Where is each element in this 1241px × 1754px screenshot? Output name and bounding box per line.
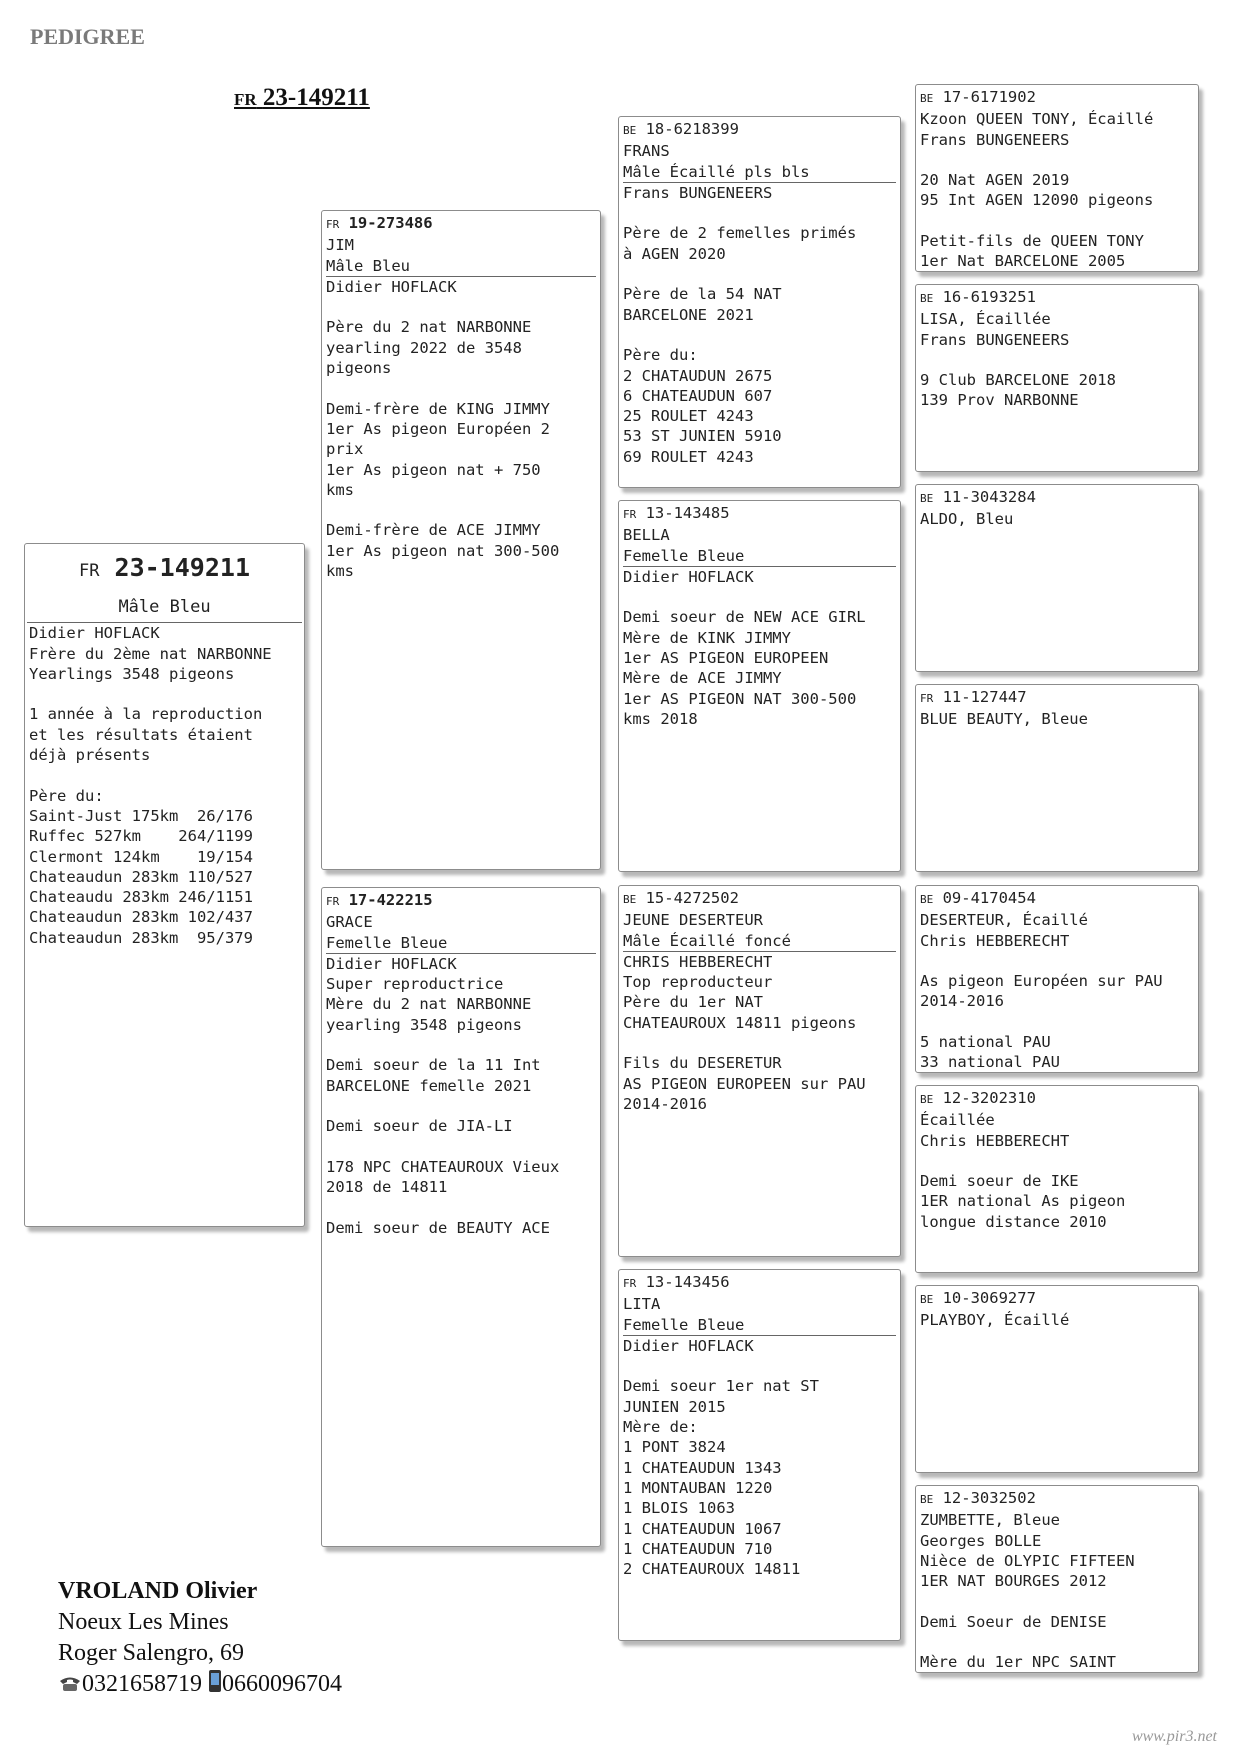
ggp-card-1 — [915, 84, 1199, 272]
note-line — [920, 1012, 1194, 1032]
pigeon-name: LITA — [623, 1295, 661, 1314]
note-line: Didier HOFLACK — [326, 277, 457, 296]
country-code: FR — [326, 218, 340, 231]
pigeon-name: JIM — [326, 236, 354, 255]
note-line: 1ER national As pigeon — [920, 1192, 1126, 1211]
owner-phones — [58, 1669, 342, 1702]
ring-value: 18-6218399 — [645, 120, 739, 138]
pigeon-color: Femelle Bleue — [326, 933, 596, 954]
ring-value: 13-143456 — [645, 1273, 730, 1291]
note-line: 1er As pigeon nat + 750 — [326, 460, 541, 479]
note-line: 5 national PAU — [920, 1033, 1051, 1052]
note-line: 1 CHATEAUDUN 1343 — [623, 1458, 782, 1477]
owner-street: Roger Salengro, 69 — [58, 1640, 244, 1666]
pigeon-color: Mâle Écaillé pls bls — [623, 162, 896, 183]
country-code: BE — [920, 492, 934, 505]
ggp-card-7 — [915, 1285, 1199, 1473]
subject-card-ring — [29, 552, 300, 587]
pigeon-notes — [920, 1510, 1194, 1672]
subject-card-ring-number: 23-149211 — [114, 553, 250, 582]
ring-number — [623, 888, 896, 910]
note-line: Frans BUNGENEERS — [920, 330, 1070, 349]
note-line: Nièce de OLYPIC FIFTEEN — [920, 1551, 1135, 1570]
note-line: 1 PONT 3824 — [623, 1438, 726, 1457]
note-line: Père du 1er NAT — [623, 993, 763, 1012]
note-line: 2018 de 14811 — [326, 1178, 448, 1197]
note-line: 178 NPC CHATEAUROUX Vieux — [326, 1157, 560, 1176]
note-line: Écaillée — [920, 1111, 995, 1130]
note-line: 1 année à la reproduction — [29, 705, 263, 724]
ggp-card-2 — [915, 284, 1199, 472]
ring-number — [920, 1488, 1194, 1510]
note-line — [920, 1632, 1194, 1652]
pigeon-notes — [623, 952, 896, 1114]
note-line: Didier HOFLACK — [623, 567, 754, 586]
note-line: déjà présents — [29, 746, 151, 765]
country-code: BE — [623, 893, 637, 906]
note-line: 1er Nat BARCELONE 2005 — [920, 252, 1126, 271]
subject-ring-title — [234, 84, 370, 112]
note-line — [326, 378, 596, 398]
mobile-phone-icon — [208, 1669, 222, 1702]
ring-number — [920, 1088, 1194, 1110]
ring-number — [920, 487, 1194, 509]
note-line: Demi-frère de KING JIMMY — [326, 399, 550, 418]
note-line: Ruffec 527km 264/1199 — [29, 827, 253, 846]
note-line: As pigeon Européen sur PAU — [920, 972, 1163, 991]
ring-number — [326, 890, 596, 912]
note-line: Demi soeur de NEW ACE GIRL — [623, 608, 866, 627]
note-line — [920, 150, 1194, 170]
note-line: Chateaudun 283km 110/527 — [29, 867, 253, 886]
ring-number — [920, 287, 1194, 309]
ring-number — [623, 503, 896, 525]
note-line: Mère du 2 nat NARBONNE — [326, 995, 532, 1014]
mobile-number: 0660096704 — [222, 1671, 342, 1698]
ring-number — [920, 687, 1194, 709]
note-line: Chateaudu 283km 246/1151 — [29, 888, 253, 907]
note-line: kms — [326, 562, 354, 581]
note-line — [920, 1151, 1194, 1171]
note-line: longue distance 2010 — [920, 1212, 1107, 1231]
note-line — [326, 1096, 596, 1116]
note-line — [29, 684, 300, 704]
note-line: Super reproductrice — [326, 975, 504, 994]
ring-value: 10-3069277 — [942, 1289, 1036, 1307]
note-line — [29, 765, 300, 785]
note-line — [623, 264, 896, 284]
pigeon-name: JEUNE DESERTEUR — [623, 911, 763, 930]
footer-site: www.pir3.net — [1131, 1728, 1217, 1745]
note-line: 53 ST JUNIEN 5910 — [623, 427, 782, 446]
note-line: Clermont 124km 19/154 — [29, 847, 253, 866]
pigeon-color: Femelle Bleue — [623, 546, 896, 567]
note-line: Chateaudun 283km 102/437 — [29, 908, 253, 927]
note-line — [920, 1591, 1194, 1611]
ring-value: 17-422215 — [348, 891, 433, 909]
country-code: BE — [920, 1293, 934, 1306]
note-line: Kzoon QUEEN TONY, Écaillé — [920, 110, 1154, 129]
ggp-card-6 — [915, 1085, 1199, 1273]
pigeon-name: FRANS — [623, 142, 670, 161]
ggp-card-3 — [915, 484, 1199, 672]
pigeon-notes — [920, 509, 1194, 529]
note-line: BARCELONE 2021 — [623, 305, 754, 324]
note-line: Père de 2 femelles primés — [623, 224, 857, 243]
note-line: Chateaudun 283km 95/379 — [29, 928, 253, 947]
note-line: 2014-2016 — [623, 1094, 707, 1113]
pigeon-name: BELLA — [623, 526, 670, 545]
subject-card — [24, 543, 305, 1227]
note-line: 25 ROULET 4243 — [623, 407, 754, 426]
note-line — [326, 1197, 596, 1217]
note-line: DESERTEUR, Écaillé — [920, 911, 1088, 930]
note-line: JUNIEN 2015 — [623, 1397, 726, 1416]
note-line: Frans BUNGENEERS — [920, 130, 1070, 149]
note-line — [623, 587, 896, 607]
note-line — [623, 203, 896, 223]
note-line: à AGEN 2020 — [623, 244, 726, 263]
note-line: CHRIS HEBBERECHT — [623, 952, 773, 971]
note-line: PLAYBOY, Écaillé — [920, 1311, 1070, 1330]
ring-number — [326, 213, 596, 235]
note-line: ZUMBETTE, Bleue — [920, 1511, 1060, 1530]
note-line: kms 2018 — [623, 709, 698, 728]
note-line: Chris HEBBERECHT — [920, 1131, 1070, 1150]
subject-card-country: FR — [78, 561, 100, 581]
ring-value: 11-127447 — [942, 688, 1027, 706]
ring-value: 19-273486 — [348, 214, 433, 232]
note-line: LISA, Écaillée — [920, 310, 1051, 329]
note-line — [326, 500, 596, 520]
note-line: CHATEAUROUX 14811 pigeons — [623, 1013, 857, 1032]
ring-number — [623, 119, 896, 141]
country-code: BE — [920, 1493, 934, 1506]
phone-number: 0321658719 — [82, 1671, 202, 1698]
ggp-card-4 — [915, 684, 1199, 872]
telephone-icon — [58, 1670, 82, 1701]
ring-number — [920, 1288, 1194, 1310]
note-line: 2 CHATAUDUN 2675 — [623, 366, 773, 385]
note-line — [623, 1356, 896, 1376]
pigeon-notes — [623, 567, 896, 729]
note-line: 1 CHATEAUDUN 1067 — [623, 1519, 782, 1538]
country-code: BE — [920, 292, 934, 305]
ring-number — [920, 87, 1194, 109]
pigeon-notes — [920, 709, 1194, 729]
note-line: BLUE BEAUTY, Bleue — [920, 710, 1088, 729]
dam-sire-card — [618, 885, 901, 1257]
pigeon-notes — [920, 1110, 1194, 1232]
note-line: yearling 2022 de 3548 — [326, 338, 522, 357]
note-line: Père du: — [623, 346, 698, 365]
note-line: Yearlings 3548 pigeons — [29, 664, 235, 683]
note-line: 1ER NAT BOURGES 2012 — [920, 1572, 1107, 1591]
pigeon-notes — [920, 109, 1194, 271]
note-line: Demi-frère de ACE JIMMY — [326, 521, 541, 540]
note-line: Demi soeur de BEAUTY ACE — [326, 1218, 550, 1237]
note-line: Chris HEBBERECHT — [920, 931, 1070, 950]
note-line: Demi soeur 1er nat ST — [623, 1377, 819, 1396]
pigeon-notes — [920, 309, 1194, 410]
pigeon-notes — [920, 910, 1194, 1072]
country-code: BE — [920, 1093, 934, 1106]
note-line: 33 national PAU — [920, 1053, 1060, 1072]
note-line: Père de la 54 NAT — [623, 285, 782, 304]
pigeon-notes — [623, 183, 896, 467]
country-code: FR — [920, 692, 934, 705]
dam-card — [321, 887, 601, 1547]
note-line: et les résultats étaient — [29, 725, 253, 744]
note-line: yearling 3548 pigeons — [326, 1015, 522, 1034]
ring-value: 12-3032502 — [942, 1489, 1036, 1507]
ring-value: 13-143485 — [645, 504, 730, 522]
country-code: BE — [920, 893, 934, 906]
pigeon-notes — [920, 1310, 1194, 1330]
pigeon-name: GRACE — [326, 913, 373, 932]
subject-country: FR — [234, 90, 257, 109]
ring-number — [623, 1272, 896, 1294]
note-line: Georges BOLLE — [920, 1531, 1042, 1550]
note-line: Didier HOFLACK — [326, 954, 457, 973]
note-line — [326, 1035, 596, 1055]
note-line — [920, 211, 1194, 231]
subject-ring: 23-149211 — [262, 84, 370, 111]
note-line: Saint-Just 175km 26/176 — [29, 806, 253, 825]
pigeon-notes — [326, 954, 596, 1238]
note-line — [623, 1033, 896, 1053]
note-line: 1er As pigeon nat 300-500 — [326, 541, 560, 560]
note-line: 1 MONTAUBAN 1220 — [623, 1478, 773, 1497]
note-line: Didier HOFLACK — [623, 1336, 754, 1355]
note-line: Demi soeur de la 11 Int — [326, 1056, 541, 1075]
country-code: BE — [623, 124, 637, 137]
pigeon-color: Femelle Bleue — [623, 1315, 896, 1336]
note-line: prix — [326, 440, 364, 459]
note-line: Demi soeur de IKE — [920, 1172, 1079, 1191]
ring-value: 15-4272502 — [645, 889, 739, 907]
owner-name: VROLAND Olivier — [58, 1578, 258, 1604]
country-code: FR — [326, 895, 340, 908]
note-line: ALDO, Bleu — [920, 510, 1014, 529]
note-line: Père du: — [29, 786, 104, 805]
pigeon-color: Mâle Bleu — [326, 256, 596, 277]
note-line — [920, 951, 1194, 971]
ring-number — [920, 888, 1194, 910]
note-line: Mère de ACE JIMMY — [623, 669, 782, 688]
note-line: Mère de KINK JIMMY — [623, 628, 791, 647]
sire-sire-card — [618, 116, 901, 488]
note-line: Didier HOFLACK — [29, 624, 160, 643]
note-line — [326, 297, 596, 317]
country-code: FR — [623, 508, 637, 521]
note-line: Top reproducteur — [623, 973, 773, 992]
note-line: 20 Nat AGEN 2019 — [920, 171, 1070, 190]
note-line: Mère du 1er NPC SAINT — [920, 1653, 1116, 1672]
note-line: 9 Club BARCELONE 2018 — [920, 371, 1116, 390]
ring-value: 12-3202310 — [942, 1089, 1036, 1107]
ring-value: 17-6171902 — [942, 88, 1036, 106]
country-code: FR — [623, 1277, 637, 1290]
ring-value: 16-6193251 — [942, 288, 1036, 306]
page-header: PEDIGREE — [30, 24, 145, 49]
note-line — [326, 1137, 596, 1157]
pigeon-notes — [326, 277, 596, 581]
note-line: Père du 2 nat NARBONNE — [326, 318, 532, 337]
note-line: 1 CHATEAUDUN 710 — [623, 1539, 773, 1558]
subject-card-notes — [29, 623, 300, 948]
sire-dam-card — [618, 500, 901, 872]
pigeon-color: Mâle Écaillé foncé — [623, 931, 896, 952]
note-line: pigeons — [326, 359, 392, 378]
note-line: AS PIGEON EUROPEEN sur PAU — [623, 1074, 866, 1093]
note-line: 1er AS PIGEON NAT 300-500 — [623, 689, 857, 708]
note-line — [920, 350, 1194, 370]
note-line: 6 CHATEAUDUN 607 — [623, 386, 773, 405]
note-line: 95 Int AGEN 12090 pigeons — [920, 191, 1154, 210]
ggp-card-8 — [915, 1485, 1199, 1673]
note-line: 1er As pigeon Européen 2 — [326, 419, 550, 438]
note-line: Petit-fils de QUEEN TONY — [920, 232, 1144, 251]
note-line: Demi soeur de JIA-LI — [326, 1117, 513, 1136]
note-line: 2014-2016 — [920, 992, 1004, 1011]
owner-info — [58, 1576, 342, 1702]
sire-card — [321, 210, 601, 870]
country-code: BE — [920, 92, 934, 105]
note-line: 69 ROULET 4243 — [623, 447, 754, 466]
note-line: 139 Prov NARBONNE — [920, 391, 1079, 410]
ring-value: 11-3043284 — [942, 488, 1036, 506]
note-line: kms — [326, 480, 354, 499]
owner-city: Noeux Les Mines — [58, 1609, 229, 1635]
dam-dam-card — [618, 1269, 901, 1641]
note-line: Fils du DESERETUR — [623, 1054, 782, 1073]
pigeon-notes — [623, 1336, 896, 1580]
note-line: BARCELONE femelle 2021 — [326, 1076, 532, 1095]
note-line: Frère du 2ème nat NARBONNE — [29, 644, 272, 663]
subject-card-color: Mâle Bleu — [118, 597, 211, 617]
note-line: Demi Soeur de DENISE — [920, 1612, 1107, 1631]
note-line: 2 CHATEAUROUX 14811 — [623, 1560, 801, 1579]
note-line — [623, 325, 896, 345]
note-line: Frans BUNGENEERS — [623, 183, 773, 202]
ggp-card-5 — [915, 885, 1199, 1073]
note-line: 1er AS PIGEON EUROPEEN — [623, 649, 829, 668]
note-line: Mère de: — [623, 1418, 698, 1437]
ring-value: 09-4170454 — [942, 889, 1036, 907]
note-line: 1 BLOIS 1063 — [623, 1499, 735, 1518]
